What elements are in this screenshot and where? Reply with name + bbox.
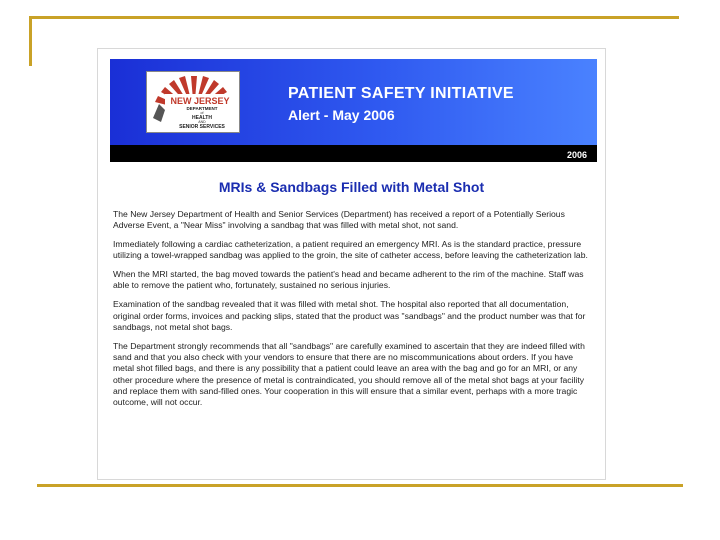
logo-text-line2: DEPARTMENT [186, 106, 218, 111]
paragraph-examination: Examination of the sandbag revealed that it was filled with metal shot. The hospital also reported that all documentation, original order forms, invoices and packing slips, stated that the product was "sandbags" and the product number was that for sandbags, not metal shot bags. [113, 299, 586, 332]
logo-text-line4: HEALTH [192, 115, 212, 121]
paragraph-incident: Immediately following a cardiac catheterization, a patient required an emergency MRI. As is the standard practice, pressure utilizing a towel-wrapped sandbag was applied to the groin, the site of catheter access, before leaving the catheterization lab. [113, 239, 588, 261]
alert-document [97, 48, 606, 480]
logo-text-line3: of [200, 111, 204, 115]
decorative-top-line [29, 16, 679, 19]
banner-subtitle: Alert - May 2006 [288, 107, 395, 123]
banner-title: PATIENT SAFETY INITIATIVE [288, 85, 514, 102]
sunburst-logo-graphic [147, 72, 241, 134]
logo-text-line1: NEW JERSEY [170, 96, 230, 106]
decorative-vertical-line [29, 16, 32, 66]
banner-year: 2006 [566, 150, 587, 160]
nj-health-logo [146, 71, 240, 133]
paragraph-recommendation: The Department strongly recommends that all "sandbags" are carefully examined to ascertain that they are indeed filled with sand and that you also check with your vendors to ensure that there are no miscommunications about orders. If you have metal shot filled bags, and there is any possibility that a patient could leave an area with the bag and go for an MRI, or any other procedure where the presence of metal is contraindicated, you should remove all of the metal shot bags at your facility and replace them with sand-filled ones. Your cooperation in this will ensure that a similar event, perhaps with a more tragic outcome, will not occur. [113, 340, 585, 408]
alert-body [113, 209, 593, 416]
alert-banner [110, 59, 597, 162]
paragraph-mri: When the MRI started, the bag moved towards the patient's head and became adherent to the rim of the machine. Staff was able to remove the patient who, fortunately, sustained no serious injuries. [113, 269, 584, 291]
decorative-bottom-line [37, 484, 683, 487]
paragraph-report: The New Jersey Department of Health and Senior Services (Department) has received a report of a Potentially Serious Adverse Event, a "Near Miss" involving a sandbag that was filled with metal shot, not sand. [113, 209, 565, 231]
logo-text-line6: SENIOR SERVICES [179, 124, 225, 130]
logo-text-line5: AND [198, 120, 206, 124]
banner-black-strip [110, 145, 597, 162]
alert-headline: MRIs & Sandbags Filled with Metal Shot [218, 179, 485, 195]
